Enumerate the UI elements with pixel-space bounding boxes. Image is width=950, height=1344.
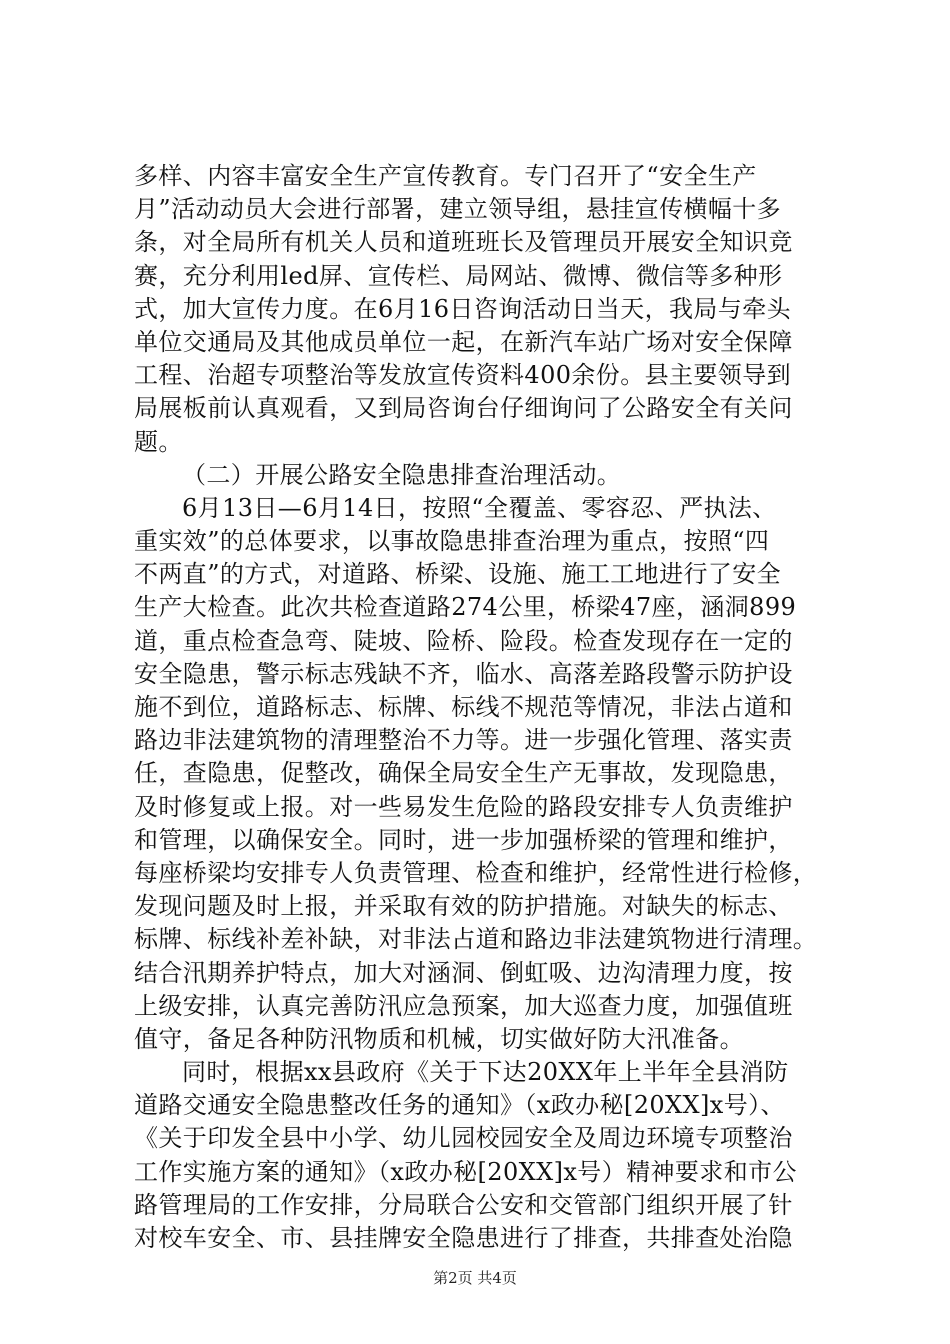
text-line: 6月13日—6月14日，按照“全覆盖、零容忍、严执法、 xyxy=(182,493,777,522)
text-line: 值守，备足各种防汛物质和机械，切实做好防大汛准备。 xyxy=(134,1024,744,1053)
text-line: 月”活动动员大会进行部署，建立领导组，悬挂宣传横幅十多 xyxy=(134,195,782,224)
text-line: 对校车安全、市、县挂牌安全隐患进行了排查，共排查处治隐 xyxy=(134,1224,793,1252)
text-line: 及时修复或上报。对一些易发生危险的路段安排专人负责维护 xyxy=(134,792,793,821)
text-line: 每座桥梁均安排专人负责管理、检查和维护，经常性进行检修， xyxy=(134,858,818,887)
text-line: 施不到位，道路标志、标牌、标线不规范等情况，非法占道和 xyxy=(134,693,793,721)
section-heading: （二）开展公路安全隐患排查治理活动。 xyxy=(182,460,622,489)
text-line: 《关于印发全县中小学、幼儿园校园安全及周边环境专项整治 xyxy=(134,1124,793,1153)
page-number-label: 第2页 共4页 xyxy=(433,1269,517,1287)
text-line: 结合汛期养护特点，加大对涵洞、倒虹吸、边沟清理力度，按 xyxy=(134,958,793,987)
text-line: 条，对全局所有机关人员和道班班长及管理员开展安全知识竞 xyxy=(134,228,793,257)
text-line: 工程、治超专项整治等发放宣传资料400余份。县主要领导到 xyxy=(134,361,792,390)
text-line: 道路交通安全隐患整改任务的通知》（x政办秘[20XX]x号）、 xyxy=(134,1091,785,1120)
text-line: 不两直”的方式，对道路、桥梁、设施、施工工地进行了安全 xyxy=(134,560,782,589)
text-line: 道，重点检查急弯、陡坡、险桥、险段。检查发现存在一定的 xyxy=(134,626,793,655)
text-line: 局展板前认真观看，又到局咨询台仔细询问了公路安全有关问 xyxy=(134,394,793,423)
page-footer xyxy=(0,1268,950,1288)
text-line: 生产大检查。此次共检查道路274公里，桥梁47座，涵洞899 xyxy=(134,593,797,622)
text-line: 标牌、标线补差补缺，对非法占道和路边非法建筑物进行清理。 xyxy=(134,925,818,954)
text-line: 路边非法建筑物的清理整治不力等。进一步强化管理、落实责 xyxy=(134,726,793,755)
text-line: 上级安排，认真完善防汛应急预案，加大巡查力度，加强值班 xyxy=(134,991,793,1020)
body-text xyxy=(134,160,830,1255)
text-line: 赛，充分利用led屏、宣传栏、局网站、微博、微信等多种形 xyxy=(134,261,783,290)
text-line: 路管理局的工作安排，分局联合公安和交管部门组织开展了针 xyxy=(134,1190,793,1219)
text-line: 工作实施方案的通知》（x政办秘[20XX]x号）精神要求和市公 xyxy=(134,1157,797,1186)
text-line: 式，加大宣传力度。在6月16日咨询活动日当天，我局与牵头 xyxy=(134,294,792,323)
text-line: 多样、内容丰富安全生产宣传教育。专门召开了“安全生产 xyxy=(134,162,757,190)
text-line: 题。 xyxy=(134,427,183,456)
text-line: 重实效”的总体要求，以事故隐患排查治理为重点，按照“四 xyxy=(134,527,770,556)
text-line: 和管理，以确保安全。同时，进一步加强桥梁的管理和维护， xyxy=(134,825,793,854)
text-line: 单位交通局及其他成员单位一起，在新汽车站广场对安全保障 xyxy=(134,327,793,356)
text-line: 安全隐患，警示标志残缺不齐，临水、高落差路段警示防护设 xyxy=(134,659,793,688)
text-line: 同时，根据xx县政府《关于下达20XX年上半年全县消防 xyxy=(182,1058,789,1087)
text-line: 发现问题及时上报，并采取有效的防护措施。对缺失的标志、 xyxy=(134,892,793,921)
text-line: 任，查隐患，促整改，确保全局安全生产无事故，发现隐患， xyxy=(134,759,793,788)
